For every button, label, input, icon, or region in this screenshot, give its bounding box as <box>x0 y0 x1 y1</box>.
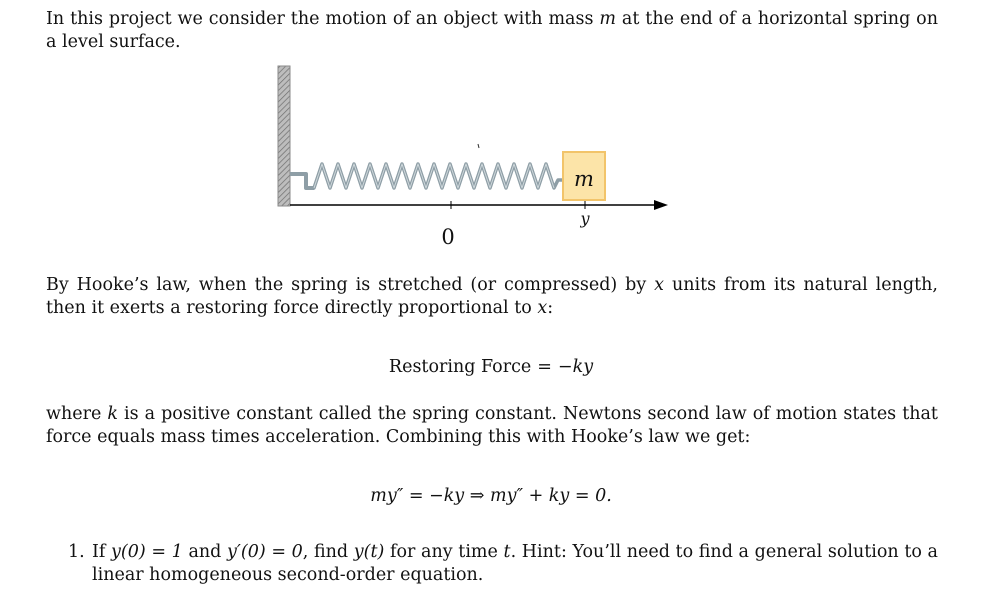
q-text-2: , find <box>302 542 349 562</box>
initial-condition-1: y(0) = 1 <box>111 542 183 562</box>
restoring-force-equation <box>0 355 982 379</box>
restoring-force-rhs: −ky <box>557 357 594 377</box>
x-symbol-1: x <box>654 275 665 295</box>
newton-text-2: is a positive constant called the spring constant. Newtons second law of motion states that force equals mass times acceleration. Combining this with Hooke’s law we get: <box>46 404 938 447</box>
t-symbol: t <box>503 542 511 562</box>
q-text-1: If <box>92 542 106 562</box>
equals-sign: = <box>537 357 552 377</box>
newton-text-1: where <box>46 404 102 424</box>
intro-paragraph <box>46 8 938 54</box>
wall <box>278 66 290 206</box>
restoring-force-label: Restoring Force <box>388 357 532 377</box>
newton-paragraph <box>46 403 938 449</box>
spring <box>290 164 566 188</box>
intro-text-2: at the end of a horizontal spring on a level surface. <box>46 9 938 52</box>
hooke-text-end: : <box>547 298 554 318</box>
position-label: y <box>580 209 590 228</box>
k-symbol: k <box>107 404 118 424</box>
question-body <box>92 541 938 587</box>
q-text-4: . Hint: You’ll need to find a general solution to a linear homogeneous second-order equation. <box>92 542 938 585</box>
differential-equation: my″ = −ky ⇒ my″ + ky = 0. <box>370 486 612 506</box>
function-y-of-t: y(t) <box>353 542 385 562</box>
q-text-3: for any time <box>390 542 498 562</box>
origin-label: 0 <box>441 225 455 249</box>
x-symbol-2: x <box>537 298 548 318</box>
hooke-paragraph <box>46 274 938 320</box>
tick-mark-small <box>478 144 479 148</box>
initial-condition-2: y′(0) = 0 <box>227 542 303 562</box>
hooke-text-2: units from its natural length, then it exerts a restoring force directly proportional to <box>46 275 938 318</box>
mass-label: m <box>574 167 594 191</box>
intro-text-1: In this project we consider the motion of an object with mass <box>46 9 594 29</box>
axis-arrowhead <box>654 200 668 210</box>
question-number: 1. <box>68 542 85 562</box>
spring-mass-diagram <box>276 64 676 250</box>
mass-symbol: m <box>599 9 616 29</box>
question-1 <box>68 541 938 587</box>
hooke-text-1: By Hooke’s law, when the spring is stretched (or compressed) by <box>46 275 647 295</box>
q-text-and: and <box>188 542 222 562</box>
